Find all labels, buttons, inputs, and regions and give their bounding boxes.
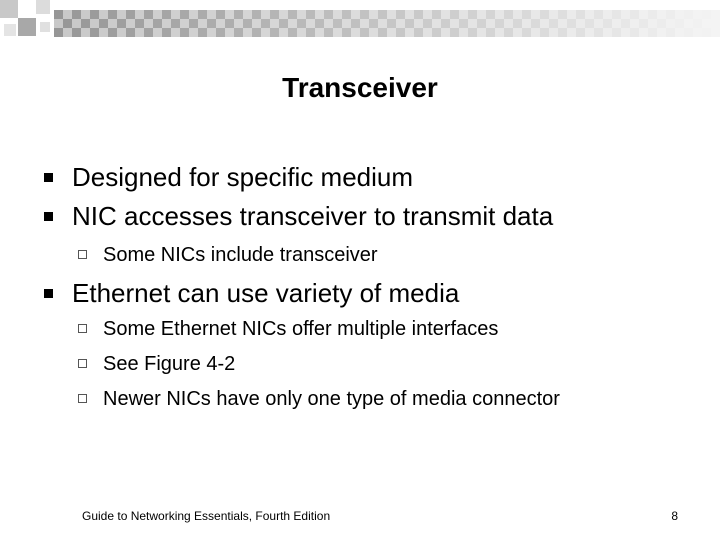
square-bullet-icon <box>44 212 53 221</box>
square-bullet-icon <box>44 289 53 298</box>
hollow-square-bullet-icon <box>78 359 87 368</box>
hollow-square-bullet-icon <box>78 394 87 403</box>
sub-bullet-text: Newer NICs have only one type of media connector <box>103 388 560 410</box>
bullet-text: Ethernet can use variety of media <box>72 278 460 308</box>
hollow-square-bullet-icon <box>78 250 87 259</box>
bullet-text: Designed for specific medium <box>72 162 414 192</box>
page-number: 8 <box>671 509 678 523</box>
sub-bullet-text: Some Ethernet NICs offer multiple interfaces <box>103 318 499 340</box>
footer-text: Guide to Networking Essentials, Fourth Edition <box>82 509 331 523</box>
header-decoration <box>0 0 720 48</box>
sub-bullet-text: See Figure 4-2 <box>103 353 236 375</box>
slide-title: Transceiver <box>282 72 438 103</box>
sub-bullet-text: Some NICs include transceiver <box>103 244 378 266</box>
bullet-text: NIC accesses transceiver to transmit data <box>72 201 554 231</box>
square-bullet-icon <box>44 173 53 182</box>
hollow-square-bullet-icon <box>78 324 87 333</box>
